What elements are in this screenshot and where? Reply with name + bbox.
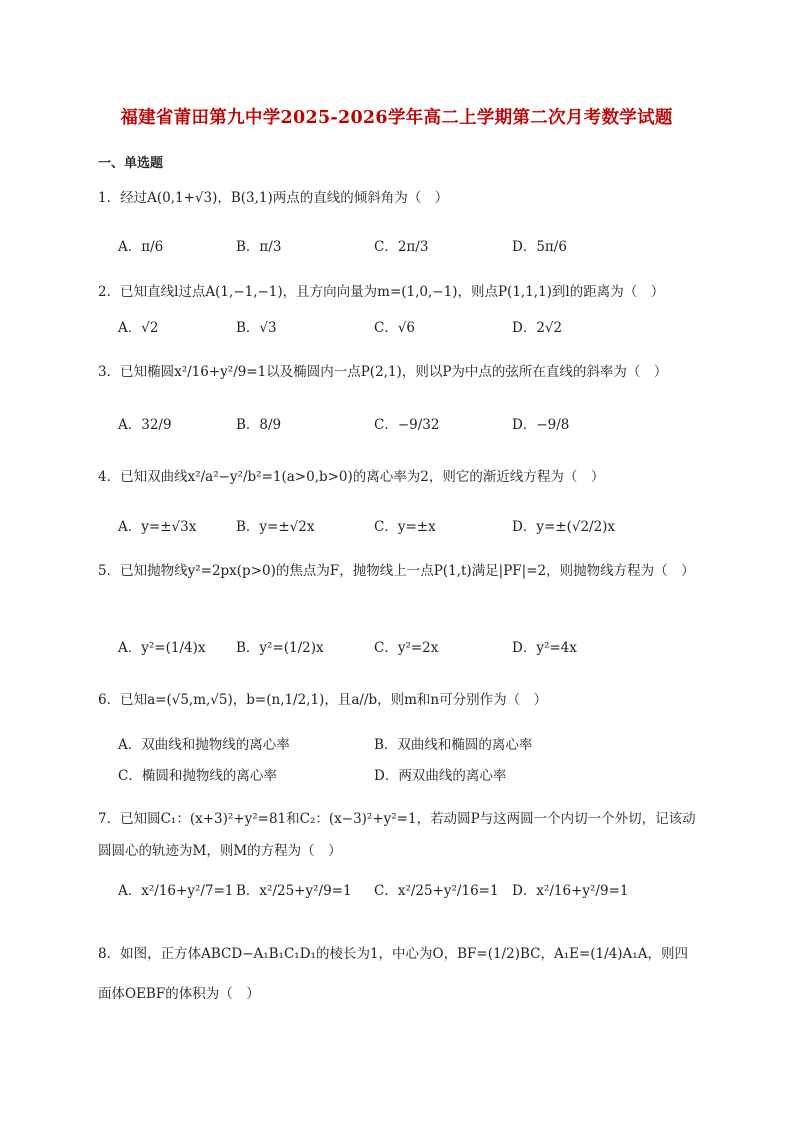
q4-option-d: D．y=±(√2/2)x bbox=[512, 519, 616, 535]
q2-option-d: D．2√2 bbox=[512, 320, 563, 336]
question-6-stem: 6．已知a=(√5,m,√5)，b=(n,1/2,1)，且a//b，则m和n可分别作为（ ） bbox=[98, 692, 548, 708]
question-5-stem: 5．已知抛物线y²=2px(p>0)的焦点为F，抛物线上一点P(1,t)满足|PF|=2，则抛物线方程为（ ） bbox=[98, 563, 695, 579]
question-4-stem: 4．已知双曲线x²/a²−y²/b²=1(a>0,b>0)的离心率为2，则它的渐近线方程为（ ） bbox=[98, 469, 605, 485]
q1-option-a: A．π/6 bbox=[118, 239, 164, 255]
q5-option-b: B．y²=(1/2)x bbox=[236, 640, 324, 656]
q3-option-c: C．−9/32 bbox=[374, 417, 440, 433]
question-2-stem: 2．已知直线l过点A(1,−1,−1)，且方向向量为m=(1,0,−1)，则点P(1,1,1)到l的距离为（ ） bbox=[98, 284, 665, 300]
question-8-stem: 8．如图，正方体ABCD−A₁B₁C₁D₁的棱长为1，中心为O，BF=(1/2)BC，A₁E=(1/4)A₁A，则四面体OEBF的体积为（ ） bbox=[98, 946, 688, 1002]
q3-option-d: D．−9/8 bbox=[512, 417, 570, 433]
question-1-stem: 1．经过A(0,1+√3)，B(3,1)两点的直线的倾斜角为（ ） bbox=[98, 190, 449, 206]
page-title: 福建省莆田第九中学2025-2026学年高二上学期第二次月考数学试题 bbox=[120, 108, 673, 128]
q3-option-b: B．8/9 bbox=[236, 417, 282, 433]
q6-option-b: B．双曲线和椭圆的离心率 bbox=[374, 737, 533, 753]
q7-option-a: A．x²/16+y²/7=1 bbox=[118, 883, 234, 899]
q1-option-c: C．2π/3 bbox=[374, 239, 429, 255]
q1-option-d: D．5π/6 bbox=[512, 239, 567, 255]
q7-option-c: C．x²/25+y²/16=1 bbox=[374, 883, 499, 899]
q4-option-a: A．y=±√3x bbox=[118, 519, 197, 535]
question-3-stem: 3．已知椭圆x²/16+y²/9=1以及椭圆内一点P(2,1)，则以P为中点的弦所在直线的斜率为（ ） bbox=[98, 364, 668, 380]
q6-option-a: A．双曲线和抛物线的离心率 bbox=[118, 737, 290, 753]
q5-option-a: A．y²=(1/4)x bbox=[118, 640, 206, 656]
q5-option-d: D．y²=4x bbox=[512, 640, 577, 656]
q1-option-b: B．π/3 bbox=[236, 239, 282, 255]
q6-option-d: D．两双曲线的离心率 bbox=[374, 768, 507, 784]
q2-option-c: C．√6 bbox=[374, 320, 416, 336]
q7-option-d: D．x²/16+y²/9=1 bbox=[512, 883, 629, 899]
q2-option-a: A．√2 bbox=[118, 320, 159, 336]
q3-option-a: A．32/9 bbox=[118, 417, 172, 433]
q5-option-c: C．y²=2x bbox=[374, 640, 439, 656]
q7-option-b: B．x²/25+y²/9=1 bbox=[236, 883, 352, 899]
question-7-stem: 7．已知圆C₁：(x+3)²+y²=81和C₂：(x−3)²+y²=1，若动圆P与这两圆一个内切一个外切，记该动圆圆心的轨迹为M，则M的方程为（ ） bbox=[98, 811, 696, 859]
q2-option-b: B．√3 bbox=[236, 320, 277, 336]
section-heading: 一、单选题 bbox=[98, 156, 164, 171]
q4-option-b: B．y=±√2x bbox=[236, 519, 315, 535]
q4-option-c: C．y=±x bbox=[374, 519, 436, 535]
q6-option-c: C．椭圆和抛物线的离心率 bbox=[118, 768, 277, 784]
